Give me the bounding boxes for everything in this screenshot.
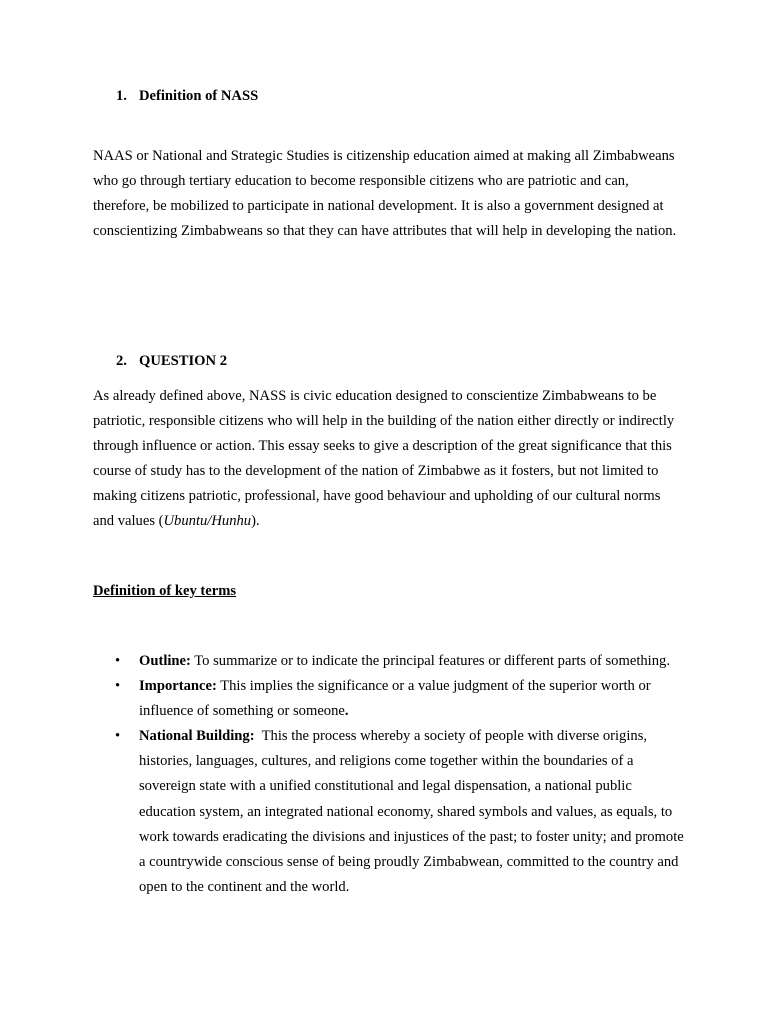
section-1-paragraph: NAAS or National and Strategic Studies is citizenship education aimed at making all Zimbabweans who go through tertiary education to become responsible citizens who are patriotic and can, therefore, be mobilized to participate in national development. It is also a government designed at conscientizing Zimbabweans so that they can have attributes that will help in developing the nation. <box>93 148 677 240</box>
term-definition-end: . <box>344 703 349 720</box>
term-label: Importance: <box>139 678 217 695</box>
section-2-paragraph-italic: Ubuntu/Hunhu <box>163 513 252 530</box>
bullet-icon: • <box>115 678 121 695</box>
list-item <box>93 674 685 724</box>
section-1-number: 1. <box>116 88 127 104</box>
term-definition: This the process whereby a society of people with diverse origins, histories, languages, cultures, and religions come together within the boundaries of a sovereign state with a unified constitutional and legal dispensation, a national public education system, an integrated national economy, shared symbols and values, as equals, to work towards eradicating the divisions and injustices of the past; to foster unity; and promote a countrywide conscious sense of being proudly Zimbabwean, committed to the country and open to the continent and the world. <box>139 728 688 895</box>
list-item <box>93 649 685 674</box>
section-1-title: Definition of NASS <box>139 88 259 104</box>
section-2-paragraph-end: ). <box>251 513 260 530</box>
bullet-icon: • <box>115 653 121 669</box>
term-definition: This implies the significance or a value judgment of the superior worth or influence of something or someone <box>139 678 651 720</box>
term-label: National Building: <box>139 728 255 745</box>
section-2-number: 2. <box>116 353 127 369</box>
key-terms-list <box>93 649 688 900</box>
key-terms-heading: Definition of key terms <box>93 583 237 599</box>
list-item <box>93 724 688 900</box>
bullet-icon: • <box>115 728 121 745</box>
section-2-paragraph-text: As already defined above, NASS is civic education designed to conscientize Zimbabweans to be patriotic, responsible citizens who will help in the building of the nation either directly or indirectly through influence or action. This essay seeks to give a description of the great significance that this course of study has to the development of the nation of Zimbabwe as it fosters, but not limited to making citizens patriotic, professional, have good behaviour and upholding of our cultural norms and values ( <box>93 388 675 530</box>
section-2-paragraph <box>93 384 685 535</box>
section-2-title: QUESTION 2 <box>139 353 227 369</box>
term-label: Outline: <box>139 653 191 669</box>
term-definition: To summarize or to indicate the principal features or different parts of something. <box>190 653 670 669</box>
